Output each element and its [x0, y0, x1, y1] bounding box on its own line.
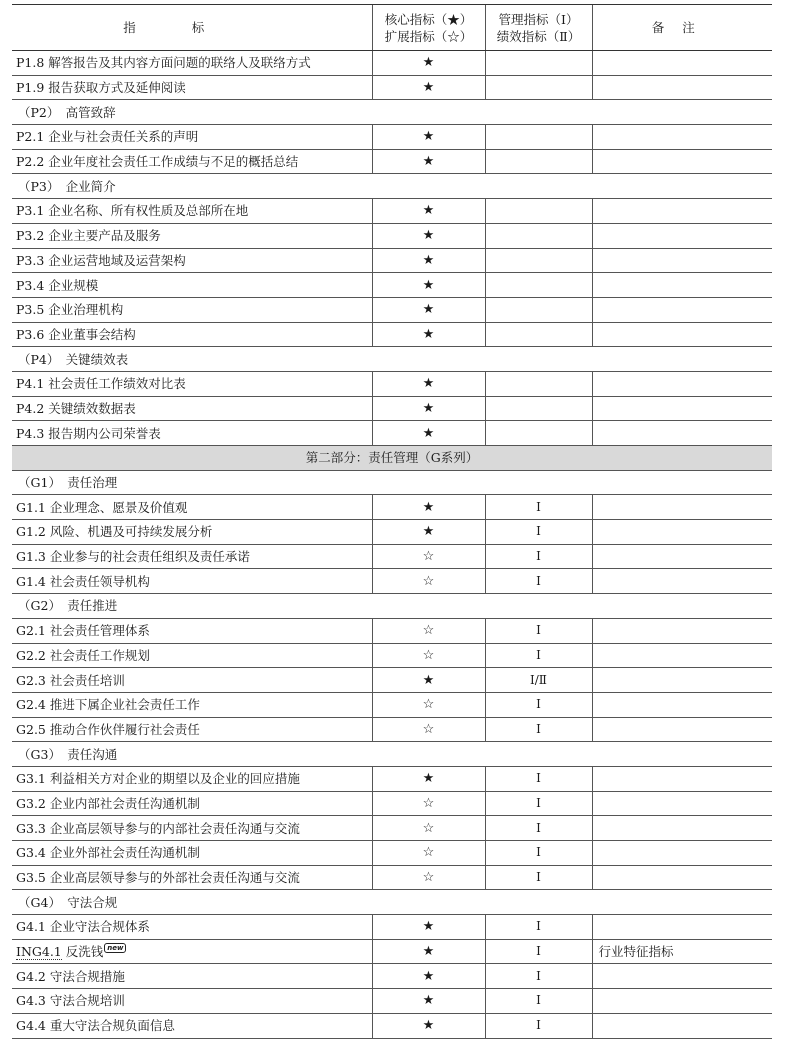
indicator-text: 守法合规措施 — [49, 968, 125, 984]
group-header-row — [12, 890, 772, 915]
management-performance-cell: Ⅰ — [485, 766, 592, 791]
note-cell — [592, 51, 772, 76]
indicator-cell — [12, 964, 372, 989]
indicator-code: ING4.1 — [16, 944, 62, 960]
table-row — [12, 297, 772, 322]
table-row — [12, 520, 772, 545]
indicator-text: 报告获取方式及延伸阅读 — [48, 80, 186, 96]
indicator-code: P3.4 — [16, 277, 45, 293]
indicator-code: G4.4 — [16, 1018, 46, 1034]
note-cell — [592, 1013, 772, 1038]
note-cell — [592, 495, 772, 520]
core-extended-cell: ★ — [372, 248, 485, 273]
management-performance-cell: Ⅰ — [485, 939, 592, 964]
indicator-code: G3.1 — [16, 771, 46, 787]
table-row — [12, 915, 772, 940]
table-row — [12, 569, 772, 594]
indicator-cell — [12, 939, 372, 964]
core-extended-cell: ★ — [372, 297, 485, 322]
management-performance-cell: Ⅰ — [485, 569, 592, 594]
indicator-cell — [12, 495, 372, 520]
indicator-cell — [12, 766, 372, 791]
table-row — [12, 791, 772, 816]
management-performance-cell — [485, 297, 592, 322]
indicator-code: G2.1 — [16, 623, 46, 639]
table-row — [12, 692, 772, 717]
core-extended-cell: ☆ — [372, 841, 485, 866]
indicator-text: 企业规模 — [48, 277, 99, 293]
header-management-performance — [485, 5, 592, 51]
indicator-code: P4.1 — [16, 376, 45, 392]
indicator-cell — [12, 816, 372, 841]
note-cell — [592, 989, 772, 1014]
management-performance-cell — [485, 273, 592, 298]
indicator-text: 企业内部社会责任沟通机制 — [49, 795, 200, 811]
management-performance-cell: Ⅰ — [485, 643, 592, 668]
table-row — [12, 717, 772, 742]
indicator-text: 企业年度社会责任工作成绩与不足的概括总结 — [48, 154, 299, 170]
management-performance-cell — [485, 199, 592, 224]
indicator-cell — [12, 223, 372, 248]
indicator-text: 企业高层领导参与的外部社会责任沟通与交流 — [49, 870, 300, 886]
indicator-text: 社会责任领导机构 — [49, 573, 150, 589]
indicator-code: P3.3 — [16, 252, 45, 268]
indicator-code: G1.4 — [16, 573, 46, 589]
note-cell — [592, 322, 772, 347]
indicator-text: 企业名称、所有权性质及总部所在地 — [48, 203, 249, 219]
indicator-text: 社会责任工作绩效对比表 — [48, 376, 186, 392]
management-performance-cell: Ⅰ — [485, 989, 592, 1014]
note-cell — [592, 544, 772, 569]
indicator-code: G1.3 — [16, 549, 46, 565]
core-extended-cell: ☆ — [372, 816, 485, 841]
indicator-cell — [12, 322, 372, 347]
indicator-code: G4.3 — [16, 993, 46, 1009]
core-extended-cell: ★ — [372, 520, 485, 545]
management-performance-cell: Ⅰ — [485, 915, 592, 940]
indicator-code: P4.2 — [16, 400, 45, 416]
indicator-cell — [12, 297, 372, 322]
header-indicator: 指标 — [12, 5, 372, 51]
group-header-row — [12, 470, 772, 495]
core-extended-cell: ★ — [372, 396, 485, 421]
group-title: （P4） 关键绩效表 — [12, 347, 772, 372]
core-extended-cell: ★ — [372, 75, 485, 100]
indicator-code: G3.4 — [16, 845, 46, 861]
table-row — [12, 816, 772, 841]
indicator-text: 社会责任工作规划 — [49, 647, 150, 663]
indicator-code: P1.8 — [16, 55, 45, 71]
core-extended-cell: ★ — [372, 939, 485, 964]
new-badge: new — [104, 943, 126, 953]
indicator-cell — [12, 643, 372, 668]
indicator-cell — [12, 865, 372, 890]
management-performance-cell — [485, 149, 592, 174]
indicator-cell — [12, 421, 372, 446]
indicator-text: 企业主要产品及服务 — [48, 228, 161, 244]
core-extended-cell: ☆ — [372, 643, 485, 668]
group-title: （G1） 责任治理 — [12, 470, 772, 495]
indicator-code: G2.3 — [16, 672, 46, 688]
indicator-cell — [12, 618, 372, 643]
note-cell — [592, 520, 772, 545]
table-row — [12, 939, 772, 964]
note-cell — [592, 816, 772, 841]
indicator-text: 企业理念、愿景及价值观 — [49, 499, 188, 515]
indicator-text: 推进下属企业社会责任工作 — [49, 697, 200, 713]
indicator-code: G3.3 — [16, 820, 46, 836]
core-extended-cell: ☆ — [372, 569, 485, 594]
management-performance-cell: Ⅰ — [485, 841, 592, 866]
table-row — [12, 223, 772, 248]
indicator-cell — [12, 248, 372, 273]
indicator-text: 解答报告及其内容方面问题的联络人及联络方式 — [48, 55, 311, 71]
indicator-code: P4.3 — [16, 425, 45, 441]
group-header-row — [12, 347, 772, 372]
indicator-cell — [12, 692, 372, 717]
table-body — [12, 51, 772, 1039]
core-extended-cell: ★ — [372, 149, 485, 174]
table-row — [12, 273, 772, 298]
indicator-text: 反洗钱 — [65, 944, 104, 960]
management-performance-cell: Ⅰ/Ⅱ — [485, 668, 592, 693]
management-performance-cell: Ⅰ — [485, 495, 592, 520]
note-cell — [592, 643, 772, 668]
note-cell — [592, 421, 772, 446]
table-row — [12, 371, 772, 396]
indicator-text: 企业守法合规体系 — [49, 919, 150, 935]
table-row — [12, 841, 772, 866]
header-core-extended — [372, 5, 485, 51]
header-note: 备注 — [592, 5, 772, 51]
management-performance-cell — [485, 51, 592, 76]
core-extended-cell: ★ — [372, 915, 485, 940]
indicator-text: 守法合规培训 — [49, 993, 125, 1009]
table-row — [12, 421, 772, 446]
indicator-text: 报告期内公司荣誉表 — [48, 425, 161, 441]
core-extended-cell: ★ — [372, 199, 485, 224]
indicator-text: 企业参与的社会责任组织及责任承诺 — [49, 549, 250, 565]
table-header-row — [12, 5, 772, 51]
management-performance-cell — [485, 396, 592, 421]
note-cell — [592, 766, 772, 791]
management-performance-cell — [485, 248, 592, 273]
indicator-code: P3.1 — [16, 203, 45, 219]
table-row — [12, 75, 772, 100]
indicator-cell — [12, 989, 372, 1014]
indicator-cell — [12, 396, 372, 421]
note-cell — [592, 915, 772, 940]
group-title: （G3） 责任沟通 — [12, 742, 772, 767]
group-title: （G2） 责任推进 — [12, 594, 772, 619]
indicator-code: G4.2 — [16, 968, 46, 984]
indicator-text: 企业董事会结构 — [48, 326, 136, 342]
core-extended-cell: ☆ — [372, 692, 485, 717]
section-header-row — [12, 446, 772, 471]
group-header-row — [12, 174, 772, 199]
note-cell — [592, 371, 772, 396]
header-extended-label: 扩展指标（☆） — [384, 28, 473, 44]
indicator-cell — [12, 75, 372, 100]
management-performance-cell — [485, 75, 592, 100]
core-extended-cell: ★ — [372, 273, 485, 298]
table-row — [12, 199, 772, 224]
indicator-cell — [12, 791, 372, 816]
note-cell — [592, 248, 772, 273]
note-cell — [592, 75, 772, 100]
indicator-text: 社会责任管理体系 — [49, 623, 150, 639]
group-title: （P3） 企业简介 — [12, 174, 772, 199]
table-row — [12, 766, 772, 791]
table-row — [12, 322, 772, 347]
indicator-table — [12, 4, 772, 1039]
table-row — [12, 495, 772, 520]
table-row — [12, 396, 772, 421]
indicator-code: G3.2 — [16, 795, 46, 811]
table-row — [12, 618, 772, 643]
note-cell — [592, 273, 772, 298]
note-cell — [592, 569, 772, 594]
indicator-cell — [12, 199, 372, 224]
indicator-cell — [12, 544, 372, 569]
indicator-code: P3.2 — [16, 228, 45, 244]
core-extended-cell: ★ — [372, 223, 485, 248]
indicator-cell — [12, 569, 372, 594]
indicator-cell — [12, 668, 372, 693]
indicator-code: P2.2 — [16, 154, 45, 170]
table-row — [12, 964, 772, 989]
indicator-text: 社会责任培训 — [49, 672, 125, 688]
table-row — [12, 544, 772, 569]
core-extended-cell: ★ — [372, 964, 485, 989]
management-performance-cell — [485, 125, 592, 150]
core-extended-cell: ★ — [372, 371, 485, 396]
header-performance-label: 绩效指标（Ⅱ） — [496, 28, 581, 44]
indicator-cell — [12, 915, 372, 940]
management-performance-cell — [485, 322, 592, 347]
group-header-row — [12, 594, 772, 619]
core-extended-cell: ★ — [372, 125, 485, 150]
management-performance-cell: Ⅰ — [485, 1013, 592, 1038]
indicator-cell — [12, 149, 372, 174]
core-extended-cell: ★ — [372, 421, 485, 446]
indicator-code: G2.2 — [16, 647, 46, 663]
section-title: 第二部分：责任管理（G系列） — [12, 446, 772, 471]
table-row — [12, 51, 772, 76]
note-cell — [592, 692, 772, 717]
table-row — [12, 149, 772, 174]
management-performance-cell: Ⅰ — [485, 717, 592, 742]
note-cell — [592, 297, 772, 322]
indicator-cell — [12, 1013, 372, 1038]
group-header-row — [12, 100, 772, 125]
group-title: （P2） 高管致辞 — [12, 100, 772, 125]
core-extended-cell: ★ — [372, 766, 485, 791]
indicator-text: 企业外部社会责任沟通机制 — [49, 845, 200, 861]
indicator-cell — [12, 717, 372, 742]
indicator-cell — [12, 520, 372, 545]
header-core-label: 核心指标（★） — [384, 11, 473, 27]
table-row — [12, 643, 772, 668]
management-performance-cell: Ⅰ — [485, 791, 592, 816]
note-cell — [592, 125, 772, 150]
note-cell — [592, 223, 772, 248]
note-cell — [592, 618, 772, 643]
core-extended-cell: ★ — [372, 495, 485, 520]
core-extended-cell: ★ — [372, 51, 485, 76]
note-cell — [592, 841, 772, 866]
table-row — [12, 248, 772, 273]
indicator-code: G2.5 — [16, 721, 46, 737]
indicator-text: 关键绩效数据表 — [48, 400, 136, 416]
indicator-cell — [12, 273, 372, 298]
core-extended-cell: ★ — [372, 1013, 485, 1038]
management-performance-cell: Ⅰ — [485, 692, 592, 717]
core-extended-cell: ☆ — [372, 717, 485, 742]
indicator-text: 企业治理机构 — [48, 302, 124, 318]
indicator-cell — [12, 125, 372, 150]
management-performance-cell — [485, 421, 592, 446]
indicator-code: P3.5 — [16, 302, 45, 318]
management-performance-cell: Ⅰ — [485, 865, 592, 890]
group-title: （G4） 守法合规 — [12, 890, 772, 915]
note-cell — [592, 717, 772, 742]
core-extended-cell: ☆ — [372, 791, 485, 816]
management-performance-cell: Ⅰ — [485, 544, 592, 569]
indicator-cell — [12, 371, 372, 396]
core-extended-cell: ☆ — [372, 618, 485, 643]
management-performance-cell: Ⅰ — [485, 816, 592, 841]
management-performance-cell: Ⅰ — [485, 964, 592, 989]
indicator-text: 企业运营地域及运营架构 — [48, 252, 186, 268]
indicator-code: G2.4 — [16, 697, 46, 713]
core-extended-cell: ★ — [372, 989, 485, 1014]
indicator-code: P3.6 — [16, 326, 45, 342]
indicator-text: 重大守法合规负面信息 — [49, 1018, 175, 1034]
management-performance-cell: Ⅰ — [485, 618, 592, 643]
core-extended-cell: ★ — [372, 668, 485, 693]
indicator-cell — [12, 51, 372, 76]
table-row — [12, 668, 772, 693]
note-cell — [592, 199, 772, 224]
note-cell — [592, 865, 772, 890]
indicator-code: G1.2 — [16, 524, 46, 540]
indicator-text: 风险、机遇及可持续发展分析 — [49, 524, 213, 540]
table-row — [12, 125, 772, 150]
indicator-text: 利益相关方对企业的期望以及企业的回应措施 — [49, 771, 300, 787]
management-performance-cell — [485, 371, 592, 396]
table-row — [12, 989, 772, 1014]
note-cell — [592, 668, 772, 693]
note-cell: 行业特征指标 — [592, 939, 772, 964]
table-row — [12, 1013, 772, 1038]
indicator-code: G1.1 — [16, 499, 46, 515]
note-cell — [592, 149, 772, 174]
core-extended-cell: ☆ — [372, 544, 485, 569]
group-header-row — [12, 742, 772, 767]
note-cell — [592, 791, 772, 816]
indicator-code: P2.1 — [16, 129, 45, 145]
indicator-code: G4.1 — [16, 919, 46, 935]
indicator-text: 推动合作伙伴履行社会责任 — [49, 721, 200, 737]
note-cell — [592, 396, 772, 421]
core-extended-cell: ★ — [372, 322, 485, 347]
management-performance-cell: Ⅰ — [485, 520, 592, 545]
indicator-text: 企业与社会责任关系的声明 — [48, 129, 199, 145]
header-management-label: 管理指标（Ⅰ） — [498, 11, 579, 27]
indicator-code: G3.5 — [16, 870, 46, 886]
management-performance-cell — [485, 223, 592, 248]
table-row — [12, 865, 772, 890]
core-extended-cell: ☆ — [372, 865, 485, 890]
indicator-code: P1.9 — [16, 80, 45, 96]
indicator-cell — [12, 841, 372, 866]
indicator-text: 企业高层领导参与的内部社会责任沟通与交流 — [49, 820, 300, 836]
note-cell — [592, 964, 772, 989]
